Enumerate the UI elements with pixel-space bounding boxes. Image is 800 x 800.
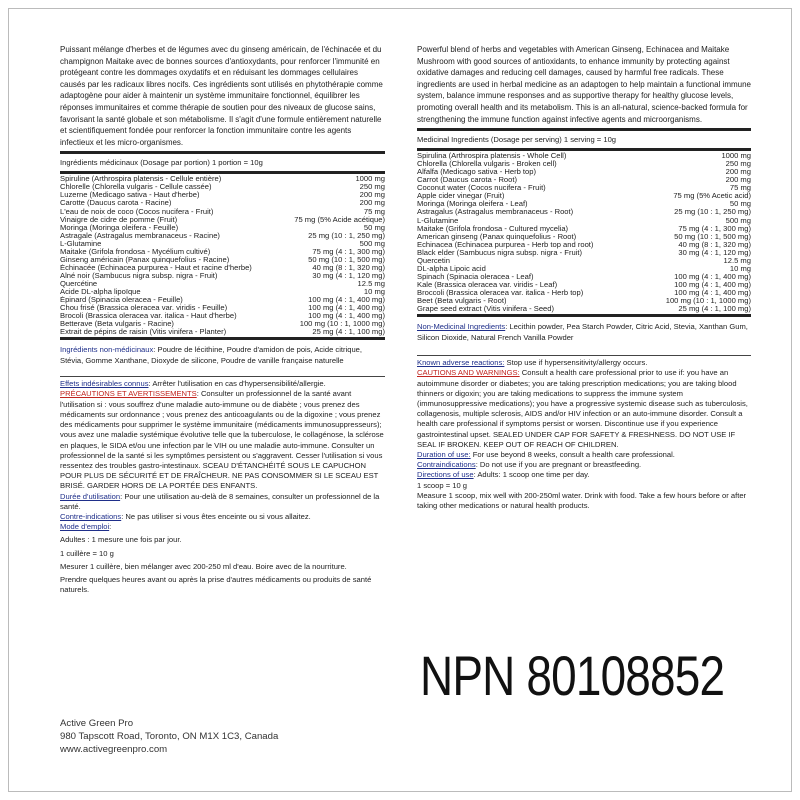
ingredient-amount: 200 mg: [359, 190, 385, 200]
company-address: 980 Tapscott Road, Toronto, ON M1X 1C3, Canada: [60, 730, 279, 742]
ingredient-name: American ginseng (Panax quinquefolius - Root): [417, 232, 577, 241]
ingredient-row: [60, 199, 385, 207]
ingredient-name: Astragale (Astragalus membranaceus - Racine): [60, 231, 220, 240]
english-directions-line: Measure 1 scoop, mix well with 200-250ml water. Drink with food. Take a few hours before or after taking other medications or natural health products.: [417, 490, 747, 510]
ingredient-name: Spirulina (Arthrospira platensis - Whole Cell): [417, 152, 567, 161]
ingredient-name: Echinacea (Echinacea purpurea - Herb top and root): [417, 240, 594, 249]
ingredient-amount: 25 mg (4 : 1, 100 mg): [312, 327, 385, 337]
english-directions-label: Directions of use: [417, 470, 474, 480]
ingredient-amount: 100 mg (10 : 1, 1000 mg): [299, 319, 385, 329]
english-adverse-label: Known adverse reactions:: [417, 358, 505, 368]
divider: [60, 171, 385, 174]
ingredient-amount: 50 mg: [729, 199, 751, 209]
ingredient-amount: 50 mg: [363, 222, 385, 232]
ingredient-name: L'eau de noix de coco (Cocos nucifera - Fruit): [60, 207, 214, 216]
ingredient-name: Spinach (Spinacia oleracea - Leaf): [417, 272, 534, 281]
english-warnings-label: CAUTIONS AND WARNINGS:: [417, 368, 520, 378]
ingredient-amount: 75 mg: [363, 206, 385, 216]
ingredient-name: Apple cider vinegar (Fruit): [417, 192, 505, 201]
english-directions-text: : Adults: 1 scoop one time per day.: [473, 470, 590, 480]
ingredient-name: Astragalus (Astragalus membranaceus - Root): [417, 208, 574, 217]
ingredient-row: [417, 257, 751, 265]
ingredient-amount: 100 mg (4 : 1, 400 mg): [674, 287, 751, 297]
ingredient-amount: 75 mg (4 : 1, 300 mg): [312, 246, 385, 256]
ingredient-amount: 250 mg: [725, 159, 751, 169]
ingredient-row: [60, 183, 385, 191]
ingredient-amount: 50 mg (10 : 1, 500 mg): [674, 231, 751, 241]
french-directions-line: Mesurer 1 cuillère, bien mélanger avec 200-250 ml d'eau. Boire avec de la nourriture.: [60, 561, 347, 571]
ingredient-amount: 200 mg: [359, 198, 385, 208]
french-duration-text: : Pour une utilisation au-delà de 8 semaines, consulter un professionnel de la santé.: [60, 491, 380, 511]
ingredient-amount: 10 mg: [363, 287, 385, 296]
ingredient-name: Broccoli (Brassica oleracea var. italica - Herb top): [417, 288, 584, 297]
french-ingredients-header: Ingrédients médicinaux (Dosage par portion) 1 portion = 10g: [60, 158, 263, 168]
ingredient-amount: 12.5 mg: [723, 255, 751, 265]
ingredient-amount: 100 mg (10 : 1, 1000 mg): [665, 296, 751, 305]
ingredient-amount: 40 mg (8 : 1, 320 mg): [678, 239, 751, 249]
ingredient-name: Carotte (Daucus carota - Racine): [60, 199, 172, 208]
company-name: Active Green Pro: [60, 718, 134, 729]
english-ingredients-table: [417, 152, 751, 313]
ingredient-row: [417, 168, 751, 176]
english-panel: [417, 44, 751, 511]
ingredient-amount: 75 mg: [729, 183, 751, 193]
french-contra-label: Contre-indications: [60, 511, 122, 521]
ingredient-row: [417, 192, 751, 200]
ingredient-amount: 1000 mg: [721, 151, 751, 161]
ingredient-amount: 500 mg: [725, 215, 751, 225]
ingredient-amount: 100 mg (4 : 1, 400 mg): [308, 303, 385, 313]
french-adverse-text: : Arrêter l'utilisation en cas d'hypersensibilité/allergie.: [148, 379, 326, 389]
ingredient-name: Extrait de pépins de raisin (Vitis vinifera - Planter): [60, 328, 227, 337]
french-warnings-label: PRÉCAUTIONS ET AVERTISSEMENTS: [60, 389, 197, 399]
company-address-block: [60, 718, 278, 756]
english-nonmed-text: : Lecithin powder, Pea Starch Powder, Citric Acid, Stevia, Xanthan Gum, Silicon Dioxide, Natural French Vanilla Powder: [417, 322, 748, 343]
ingredient-name: Brocoli (Brassica oleracea var. italica - Haut d'herbe): [60, 312, 237, 321]
ingredient-amount: 30 mg (4 : 1, 120 mg): [312, 270, 385, 280]
ingredient-name: Quercétine: [60, 279, 98, 288]
ingredient-amount: 75 mg (5% Acide acétique): [294, 214, 385, 224]
english-nonmed-label: Non-Medicinal Ingredients: [417, 322, 506, 332]
ingredient-amount: 50 mg (10 : 1, 500 mg): [308, 254, 385, 264]
french-adverse-label: Effets indésirables connus: [60, 379, 149, 389]
ingredient-name: Moringa (Moringa oleifera - Feuille): [60, 223, 179, 232]
ingredient-name: Kale (Brassica oleracea var. viridis - Leaf): [417, 280, 558, 289]
ingredient-name: Quercetin: [417, 256, 450, 265]
ingredient-amount: 10 mg: [729, 263, 751, 273]
ingredient-amount: 100 mg (4 : 1, 400 mg): [674, 279, 751, 289]
english-ingredients-header: Medicinal Ingredients (Dosage per serving) 1 serving = 10g: [417, 135, 617, 145]
divider: [417, 355, 751, 356]
ingredient-amount: 25 mg (10 : 1, 250 mg): [308, 230, 385, 240]
french-ingredients-table: [60, 175, 385, 336]
ingredient-amount: 12.5 mg: [357, 278, 385, 288]
divider: [60, 376, 385, 377]
ingredient-row: [60, 175, 385, 183]
english-contra-text: : Do not use if you are pregnant or breastfeeding.: [475, 460, 642, 470]
ingredient-name: L-Glutamine: [417, 216, 459, 225]
ingredient-amount: 500 mg: [359, 238, 385, 248]
ingredient-amount: 250 mg: [359, 182, 385, 192]
english-intro: Powerful blend of herbs and vegetables with American Ginseng, Echinacea and Maitake Mushroom with good sources of antioxidants, to enhance immunity by protecting against oxidative damages and reducing cell damages, caused by harmful free radicals. These ingredients are used in herbal medicine as an adaptogen to help maintain a functional immune system, balance immune responses and as supportive therapy for healthy glucose levels, promoting overall health and its metabolism. This is an all-natural, science-backed formula for strengthening the immune function against infective agents and microorganisms.: [417, 45, 751, 124]
ingredient-row: [417, 249, 751, 257]
french-duration-label: Durée d'utilisation: [60, 491, 121, 501]
english-adverse-text: Stop use if hypersensitivity/allergy occurs.: [504, 358, 648, 368]
french-nonmed-text: : Poudre de lécithine, Poudre d'amidon de pois, Acide citrique, Stévia, Gomme Xanthane, Dioxyde de silicone, Poudre de vanille française naturelle: [60, 345, 363, 366]
french-warnings-text: : Consulter un professionnel de la santé avant l'utilisation si : vous souffrez d'une maladie auto-immune ou de diabète ; vous prenez des médicaments sur ordonnance ; vous prenez des anticoagulants ou de la digoxine ; vous prenez des médicaments pour supprimer le système immunitaire (médicaments immunosuppresseurs); vous avez une maladie systémique évolutive telle que la tuberculose, le collagénose, la sclérose en plaques, le SIDA et/ou une infection par le VIH ou une maladie auto-immune. Consulter un professionnel de la santé si les symptômes persistent ou s'aggravent. Cesser l'utilisation si vous ressentez des troubles gastro-intestinaux. SCEAU D'ÉTANCHÉITÉ SOUS LE CAPUCHON POUR PLUS DE SÉCURITÉ ET DE FRAÎCHEUR. NE PAS CONSOMMER SI LE SCEAU EST BRISÉ. GARDER HORS DE LA PORTÉE DES ENFANTS.: [60, 389, 384, 491]
divider: [417, 148, 751, 151]
ingredient-amount: 1000 mg: [355, 174, 385, 184]
ingredient-name: Ginseng américain (Panax quinquefolius - Racine): [60, 255, 230, 264]
ingredient-amount: 200 mg: [725, 175, 751, 185]
divider: [60, 151, 385, 154]
ingredient-name: DL-alpha Lipoic acid: [417, 264, 486, 273]
ingredient-row: [60, 232, 385, 240]
french-warnings-block: [60, 379, 385, 595]
ingredient-row: [417, 208, 751, 216]
french-panel: [60, 44, 385, 595]
ingredient-name: Acide DL-alpha lipoïque: [60, 288, 141, 296]
ingredient-name: Carrot (Daucus carota - Root): [417, 176, 518, 185]
ingredient-amount: 25 mg (10 : 1, 250 mg): [674, 207, 751, 217]
ingredient-row: [417, 160, 751, 168]
company-website: www.activegreenpro.com: [60, 743, 168, 755]
ingredient-name: Échinacée (Echinacea purpurea - Haut et racine d'herbe): [60, 263, 252, 272]
english-nonmedicinal: [417, 321, 751, 343]
divider: [417, 128, 751, 131]
ingredient-name: Vinaigre de cidre de pomme (Fruit): [60, 215, 178, 224]
ingredient-name: Épinard (Spinacia oleracea - Feuille): [60, 296, 183, 305]
ingredient-name: Luzerne (Medicago sativa - Haut d'herbe): [60, 191, 200, 200]
ingredient-name: Beet (Beta vulgaris - Root): [417, 297, 507, 305]
french-directions-label: Mode d'emploi: [60, 522, 110, 532]
french-nonmedicinal: [60, 344, 385, 366]
french-directions-line: Prendre quelques heures avant ou après la prise d'autres médicaments ou produits de santé naturels.: [60, 574, 372, 595]
divider: [60, 337, 385, 340]
ingredient-amount: 200 mg: [725, 167, 751, 177]
ingredient-row: [417, 176, 751, 184]
ingredient-row: [60, 191, 385, 199]
french-nonmed-label: Ingrédients non-médicinaux: [60, 345, 154, 355]
ingredient-name: Chlorelle (Chlorella vulgaris - Cellule cassée): [60, 183, 212, 192]
ingredient-row: [60, 272, 385, 280]
english-directions-line: 1 scoop = 10 g: [417, 480, 468, 490]
ingredient-name: L-Glutamine: [60, 239, 102, 248]
english-duration-label: Duration of use:: [417, 449, 471, 459]
ingredient-amount: 100 mg (4 : 1, 400 mg): [674, 271, 751, 281]
french-directions-line: 1 cuillère = 10 g: [60, 548, 114, 558]
ingredient-amount: 30 mg (4 : 1, 120 mg): [678, 247, 751, 257]
ingredient-name: Alfalfa (Medicago sativa - Herb top): [417, 168, 537, 177]
ingredient-name: Chlorella (Chlorella vulgaris - Broken cell): [417, 160, 557, 169]
ingredient-row: [60, 216, 385, 224]
ingredient-name: Alné noir (Sambucus nigra subsp. nigra - Fruit): [60, 271, 218, 280]
french-directions-line: Adultes : 1 mesure une fois par jour.: [60, 535, 182, 545]
ingredient-row: [417, 152, 751, 160]
french-intro: Puissant mélange d'herbes et de légumes avec du ginseng américain, de l'échinacée et du champignon Maitake avec de bonnes sources d'antioxydants, pour renforcer l'immunité en protégeant contre les dommages oxydatifs et en réduisant les dommages cellulaires causés par les radicaux libres nocifs. Ces ingrédients sont utilisés en phytothérapie comme adaptogène pour aider à maintenir un système immunitaire fonctionnel, équilibrer les réponses immunitaires et comme thérapie de soutien pour des niveaux de glucose sains, favorisant la santé globale et son métabolisme. Il s'agit d'une formule entièrement naturelle et scientifiquement fondée pour renforcer la fonction immunitaire contre les agents infectieux et les micro-organismes.: [60, 45, 383, 147]
french-directions-colon: :: [109, 522, 112, 532]
english-contra-label: Contraindications: [417, 460, 476, 470]
english-duration-text: For use beyond 8 weeks, consult a health care professional.: [470, 449, 675, 459]
ingredient-amount: 40 mg (8 : 1, 320 mg): [312, 262, 385, 272]
npn-number: NPN 80108852: [420, 644, 725, 707]
ingredient-name: Maitake (Grifola frondosa - Mycélium cultivé): [60, 247, 211, 256]
ingredient-row: [60, 328, 385, 336]
divider: [417, 314, 751, 317]
ingredient-amount: 100 mg (4 : 1, 400 mg): [308, 311, 385, 321]
ingredient-amount: 25 mg (4 : 1, 100 mg): [678, 304, 751, 314]
ingredient-row: [417, 305, 751, 313]
ingredient-name: Coconut water (Cocos nucifera - Fruit): [417, 184, 546, 193]
ingredient-amount: 75 mg (4 : 1, 300 mg): [678, 223, 751, 233]
ingredient-name: Moringa (Moringa oleifera - Leaf): [417, 200, 528, 209]
ingredient-amount: 75 mg (5% Acetic acid): [673, 191, 751, 201]
ingredient-name: Black elder (Sambucus nigra subsp. nigra - Fruit): [417, 248, 583, 257]
ingredient-row: [60, 280, 385, 288]
french-contra-text: : Ne pas utiliser si vous êtes enceinte ou si vous allaitez.: [121, 511, 311, 521]
ingredient-name: Betterave (Beta vulgaris - Racine): [60, 320, 174, 329]
english-warnings-text: Consult a health care professional prior to use if: you have an autoimmune disorder or diabetes; you are taking prescription medications; you are taking blood thinners or digoxin; you are taking medications to suppress the immune system (immunosuppressive medications); you have a progressive systemic disease such as tuberculosis, collagenosis, multiple sclerosis, AIDS and/or HIV infection or an auto-immune disorder. Consult a health care professional if symptoms persist or worsen. Discontinue use if you experience gastrointestinal upset. SEALED UNDER CAP FOR SAFETY & FRESHNESS. DO NOT USE IF SEAL IF BROKEN. KEEP OUT OF REACH OF CHILDREN.: [417, 368, 748, 449]
ingredient-name: Spiruline (Arthrospira platensis - Cellule entière): [60, 175, 222, 184]
english-warnings-block: [417, 358, 751, 511]
ingredient-amount: 100 mg (4 : 1, 400 mg): [308, 295, 385, 305]
ingredient-name: Chou frisé (Brassica oleracea var. viridis - Feuille): [60, 304, 228, 313]
ingredient-name: Maitake (Grifola frondosa - Cultured mycelia): [417, 224, 569, 233]
ingredient-name: Grape seed extract (Vitis vinifera - Seed): [417, 305, 555, 314]
